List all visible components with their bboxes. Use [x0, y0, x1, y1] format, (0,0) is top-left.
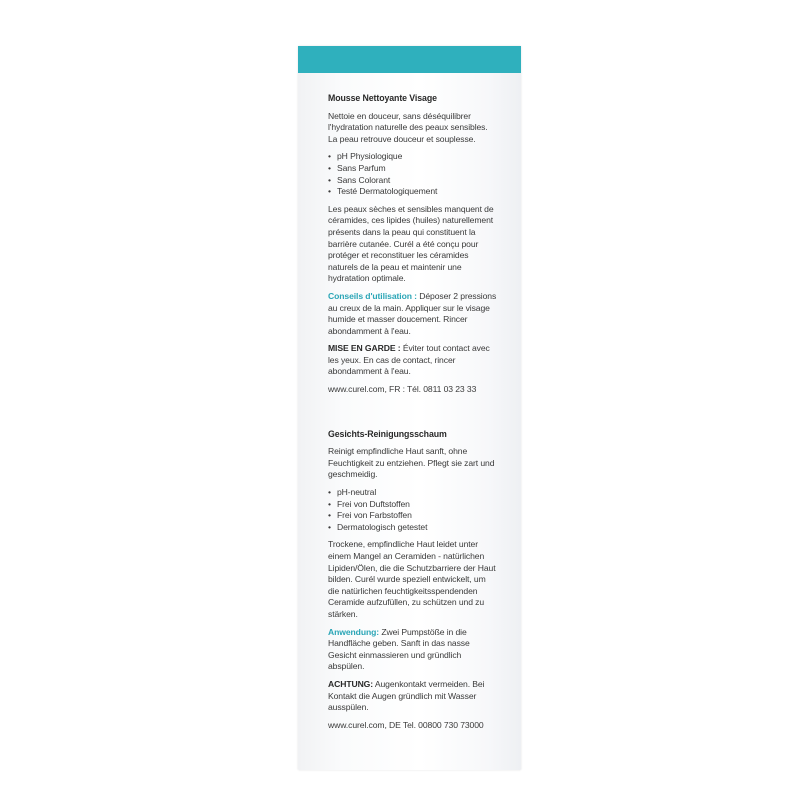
french-contact: www.curel.com, FR : Tél. 0811 03 23 33 — [328, 384, 477, 395]
german-intro: Reinigt empfindliche Haut sanft, ohne Feuchtigkeit zu entziehen. Pflegt sie zart und geschmeidig. — [328, 446, 495, 480]
german-section — [328, 429, 498, 732]
french-usage-label: Conseils d'utilisation : — [328, 290, 417, 301]
french-bullet: • Sans Colorant — [328, 175, 498, 187]
french-bullet: • pH Physiologique — [328, 151, 498, 163]
german-bullet: • Frei von Duftstoffen — [328, 499, 498, 511]
french-body: Les peaux sèches et sensibles manquent de céramides, ces lipides (huiles) naturellement présents dans la peau qui constituent la barrière cutanée. Curél a été conçu pour protéger et reconstituer les céramides naturels de la peau et maintenir une hydratation optimale. — [328, 203, 494, 284]
german-bullet-list — [328, 487, 498, 533]
french-bullet-list — [328, 151, 498, 197]
french-title: Mousse Nettoyante Visage — [328, 93, 437, 103]
french-warning-label: MISE EN GARDE : — [328, 343, 401, 354]
french-usage-text: Déposer 2 pressions au creux de la main. Appliquer sur le visage humide et masser doucement. Rincer abondamment à l'eau. — [328, 290, 497, 336]
german-warning-label: ACHTUNG: — [328, 678, 374, 689]
french-warning-text: Éviter tout contact avec les yeux. En cas de contact, rincer abondamment à l'eau. — [328, 343, 490, 377]
french-usage — [328, 291, 498, 337]
german-warning — [328, 679, 498, 714]
teal-top-band — [298, 46, 521, 73]
french-intro: Nettoie en douceur, sans déséquilibrer l'hydratation naturelle des peaux sensibles. La peau retrouve douceur et souplesse. — [328, 110, 488, 144]
german-bullet: • pH-neutral — [328, 487, 498, 499]
german-usage-label: Anwendung: — [328, 626, 380, 637]
german-contact: www.curel.com, DE Tel. 00800 730 73000 — [328, 719, 484, 730]
label-text-panel — [328, 93, 498, 731]
french-bullet: • Testé Dermatologiquement — [328, 186, 498, 198]
german-warning-text: Augenkontakt vermeiden. Bei Kontakt die Augen gründlich mit Wasser ausspülen. — [328, 678, 485, 713]
german-title: Gesichts-Reinigungsschaum — [328, 428, 447, 439]
german-bullet: • Frei von Farbstoffen — [328, 510, 498, 522]
french-warning — [328, 343, 498, 378]
french-section — [328, 93, 498, 396]
section-spacer — [328, 396, 498, 429]
german-bullet: • Dermatologisch getestet — [328, 522, 498, 534]
product-box — [298, 46, 521, 770]
french-bullet: • Sans Parfum — [328, 163, 498, 175]
german-usage — [328, 627, 498, 673]
german-usage-text: Zwei Pumpstöße in die Handfläche geben. Sanft in das nasse Gesicht einmassieren und gründlich abspülen. — [328, 626, 470, 672]
german-body: Trockene, empfindliche Haut leidet unter einem Mangel an Ceramiden - natürlichen Lipiden/Ölen, die die Schutzbarriere der Haut bilden. Curél wurde speziell entwickelt, um die natürlichen feuchtigkeitsspendenden Ceramide aufzufüllen, zu schützen und zu stärken. — [328, 539, 496, 619]
